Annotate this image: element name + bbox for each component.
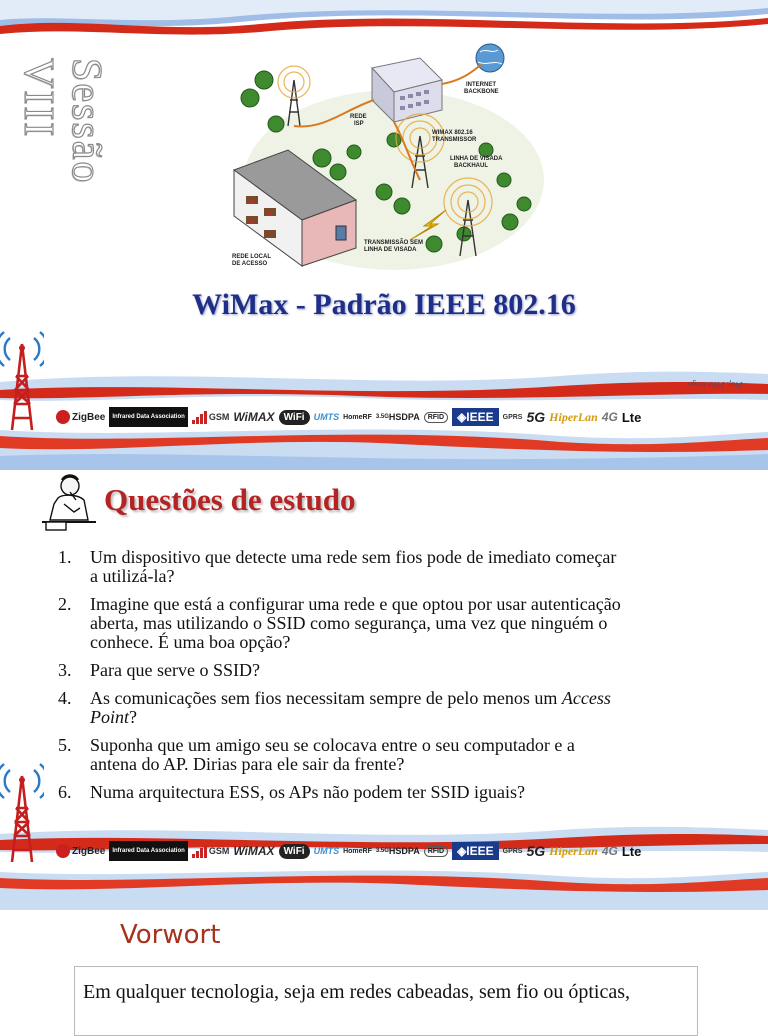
antenna-tower-icon <box>0 326 44 434</box>
label-rede-local: REDE LOCAL <box>232 254 271 260</box>
label-wimax-80216: WIMAX 802.16 <box>432 130 473 136</box>
wimax-logo: WiMAX <box>233 844 275 858</box>
antenna-tower-icon <box>0 758 44 866</box>
internet-globe-icon <box>476 44 504 72</box>
ieee-logo: ◈IEEE <box>452 408 499 426</box>
label-backhaul: BACKHAUL <box>454 163 488 169</box>
hsdpa-logo: 3.5G HSDPA <box>375 412 420 422</box>
hsdpa-logo: 3.5G HSDPA <box>375 846 420 856</box>
homerf-logo: HomeRF <box>343 847 372 855</box>
gsm-logo: GSM <box>192 411 230 424</box>
session-side-title-text: Sessão VIII <box>15 58 109 185</box>
ieee-logo: ◈IEEE <box>452 842 499 860</box>
gsm-logo: GSM <box>192 845 230 858</box>
gprs-logo: GPRS <box>502 413 523 421</box>
rfid-logo: RFID <box>424 412 448 423</box>
vorwort-text-box <box>74 966 698 1036</box>
wimax-logo: WiMAX <box>233 410 275 424</box>
zigbee-logo: ZigBee <box>56 844 105 858</box>
label-internet: INTERNET <box>466 82 496 88</box>
label-linha-de-visada-2: LINHA DE VISADA <box>364 247 417 253</box>
question-number: 6. <box>58 782 72 802</box>
session-side-title <box>14 58 109 268</box>
rfid-logo: RFID <box>424 846 448 857</box>
label-rede: REDE <box>350 114 367 120</box>
technology-logos-strip <box>56 836 768 866</box>
question-number: 5. <box>58 735 72 755</box>
question-text: ? <box>129 707 137 727</box>
question-item <box>52 548 732 586</box>
label-transmissao-sem: TRANSMISSÃO SEM <box>364 240 424 246</box>
author-credit-text: Prof. Félix Singo <box>688 380 743 389</box>
thinking-student-icon <box>40 470 98 532</box>
question-text: Imagine que está a configurar uma rede e que optou por usar autenticação <box>90 594 621 614</box>
label-transmissor: TRANSMISSOR <box>432 137 477 143</box>
question-text: As comunicações sem fios necessitam sempre de pelo menos um <box>90 688 562 708</box>
wifi-logo: WiFi <box>279 410 310 425</box>
question-number: 2. <box>58 594 72 614</box>
question-text: Suponha que um amigo seu se colocava entre o seu computador e a <box>90 735 575 755</box>
lte-logo: Lte <box>621 409 642 425</box>
technology-logos-strip <box>56 402 768 432</box>
label-linha-de-visada: LINHA DE VISADA <box>450 156 503 162</box>
umts-logo: UMTS <box>313 412 340 422</box>
question-item <box>52 689 732 727</box>
lte-logo: Lte <box>621 843 642 859</box>
question-item <box>52 661 732 680</box>
label-de-acesso: DE ACESSO <box>232 261 268 267</box>
hiperlan-logo: HiperLan <box>549 409 598 424</box>
umts-logo: UMTS <box>313 846 340 856</box>
label-isp: ISP <box>354 121 364 127</box>
question-number: 4. <box>58 688 72 708</box>
label-backbone: BACKBONE <box>464 89 499 95</box>
slide-title-wimax: WiMax - Padrão IEEE 802.16 <box>192 288 576 321</box>
question-item <box>52 736 732 774</box>
5g-logo: 5G <box>526 843 546 859</box>
question-text: conhece. É uma boa opção? <box>90 632 291 652</box>
question-text: a utilizá-la? <box>90 566 175 586</box>
5g-logo: 5G <box>526 409 546 425</box>
question-text: Um dispositivo que detecte uma rede sem fios pode de imediato começar <box>90 547 617 567</box>
vorwort-body-line: Em qualquer tecnologia, seja em redes cabeadas, sem fio ou ópticas, <box>83 981 631 1003</box>
4g-logo: 4G <box>601 410 618 424</box>
homerf-logo: HomeRF <box>343 413 372 421</box>
question-item <box>52 783 732 802</box>
question-text: aberta, mas utilizando o SSID como segurança, uma vez que ninguém o <box>90 613 608 633</box>
question-number: 1. <box>58 547 72 567</box>
question-text: antena do AP. Dirias para ele sair da frente? <box>90 754 405 774</box>
question-text: Numa arquitectura ESS, os APs não podem ter SSID iguais? <box>90 782 525 802</box>
question-text-emphasis: Point <box>90 707 129 727</box>
study-questions-list <box>52 548 732 811</box>
question-number: 3. <box>58 660 72 680</box>
4g-logo: 4G <box>601 844 618 858</box>
wimax-network-diagram <box>224 40 544 272</box>
study-questions-title: Questões de estudo <box>104 482 356 517</box>
question-item <box>52 595 732 652</box>
wifi-logo: WiFi <box>279 844 310 859</box>
hiperlan-logo: HiperLan <box>549 843 598 858</box>
vorwort-heading: Vorwort <box>120 920 221 950</box>
question-text-emphasis: Access <box>561 688 611 708</box>
zigbee-logo: ZigBee <box>56 410 105 424</box>
infrared-logo: Infrared Data Association <box>109 841 187 861</box>
question-text: Para que serve o SSID? <box>90 660 260 680</box>
gprs-logo: GPRS <box>502 847 523 855</box>
infrared-logo: Infrared Data Association <box>109 407 187 427</box>
top-wave-banner <box>0 0 768 38</box>
